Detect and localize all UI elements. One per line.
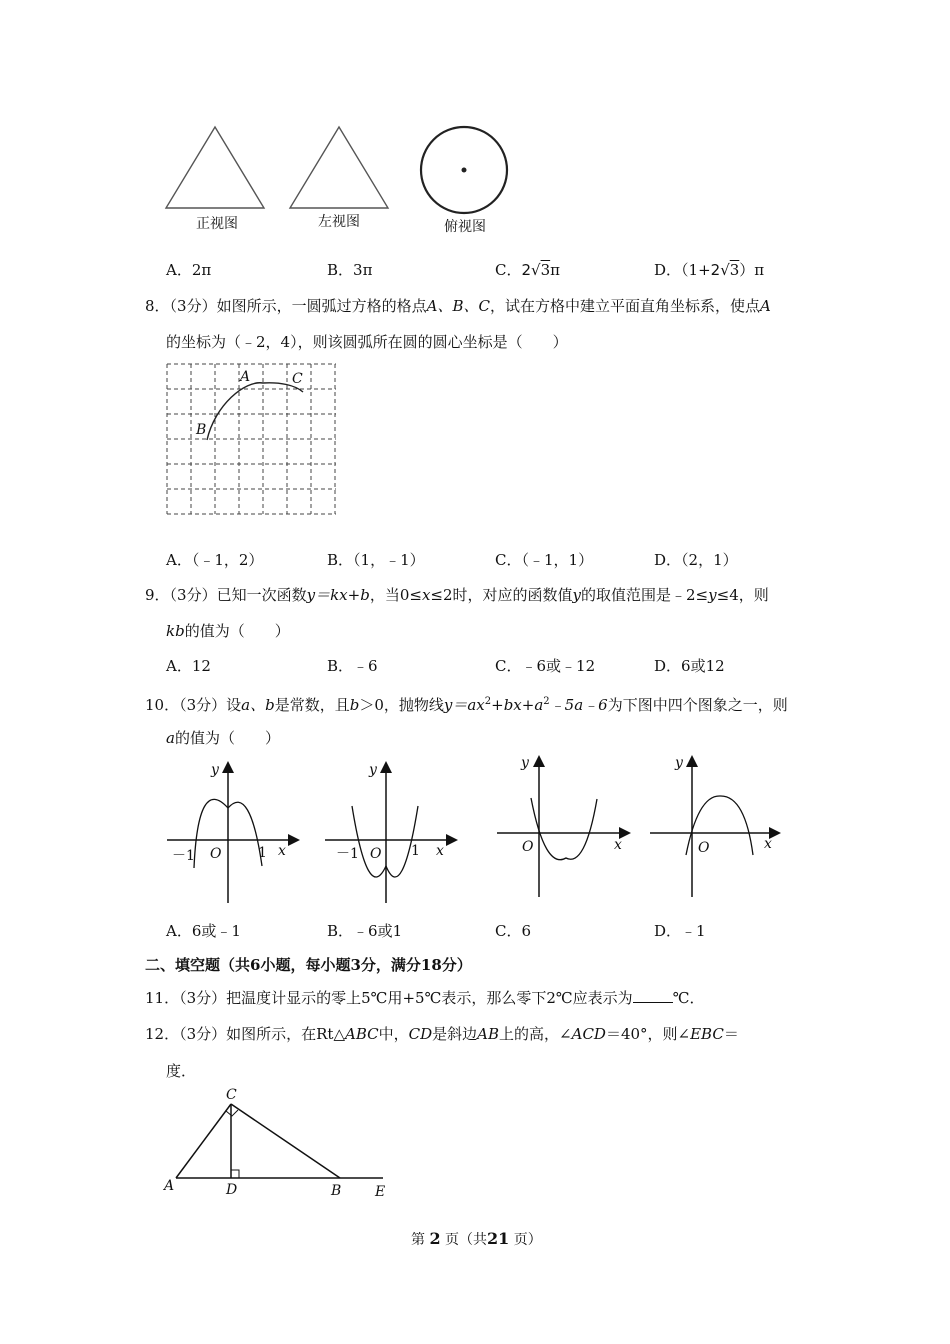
radicand: 3: [540, 261, 551, 279]
q10-stem-line1: 10．（3分）设a、b是常数，且b＞0，抛物线$y=ax^2+bx+a^2﹣5a﹣6$为下图中四个图象之一，则: [145, 696, 788, 714]
graph-d-y-label: y: [675, 755, 683, 771]
graph-b-x-label: x: [436, 843, 444, 859]
q7-option-b: B．3π: [327, 261, 373, 279]
graph-a-x-label: x: [278, 843, 286, 859]
section2-title: 二、填空题（共6小题，每小题3分，满分18分）: [145, 956, 472, 974]
q7-option-d: D．（1+2√3）π: [654, 261, 765, 279]
q8-option-a: A．（﹣1，2）: [166, 551, 264, 569]
q10-stem-line2: a的值为（ ）: [166, 729, 280, 747]
graph-c-y-label: y: [521, 755, 529, 771]
q9-stem-line2: kb的值为（ ）: [166, 622, 290, 640]
q8-option-d: D．（2，1）: [654, 551, 738, 569]
graph-a-origin: O: [210, 846, 222, 862]
side-view-label: 左视图: [318, 214, 360, 230]
q9-option-d: D．6或12: [654, 657, 725, 675]
q12-stem-line1: 12．（3分）如图所示，在Rt△ABC中，CD是斜边AB上的高，∠ACD＝40°，则∠EBC＝: [145, 1025, 739, 1043]
graph-a-one: 1: [258, 845, 267, 861]
q12-point-b: B: [331, 1183, 342, 1199]
q8-option-c: C．（﹣1，1）: [495, 551, 594, 569]
graph-b-neg1: －1: [336, 846, 359, 862]
q12-point-c: C: [226, 1087, 237, 1103]
graph-b-origin: O: [370, 846, 382, 862]
graph-b-y-label: y: [369, 762, 377, 778]
q12-point-d: D: [226, 1182, 238, 1198]
q8-stem-line1: 8．（3分）如图所示，一圆弧过方格的格点A、B、C，试在方格中建立平面直角坐标系，使点A: [145, 297, 771, 315]
q9-option-a: A．12: [166, 657, 211, 675]
graph-d-x-label: x: [764, 836, 772, 852]
graph-c-x-label: x: [614, 837, 622, 853]
graph-a-y-label: y: [211, 762, 219, 778]
page-footer: 第 2 页（共21 页）: [411, 1229, 542, 1248]
q7-option-a: A．2π: [166, 261, 212, 279]
q8-point-c: C: [292, 371, 303, 387]
q12-point-e: E: [375, 1184, 386, 1200]
top-view-label: 俯视图: [444, 219, 486, 235]
sqrt-sign: √: [531, 261, 541, 279]
q9-stem-line1: 9．（3分）已知一次函数y＝kx+b，当0≤x≤2时，对应的函数值y的取值范围是﹣2≤y≤4，则: [145, 586, 769, 604]
radical-coef: 2: [521, 261, 532, 279]
graph-b-one: 1: [411, 843, 420, 859]
q10-option-a: A．6或﹣1: [166, 922, 241, 940]
graph-a-neg1: －1: [172, 848, 195, 864]
q10-option-c: C．6: [495, 922, 532, 940]
q8-point-b: B: [196, 422, 207, 438]
q10-option-b: B．﹣6或1: [327, 922, 403, 940]
q10-option-d: D．﹣1: [654, 922, 706, 940]
graph-d-origin: O: [698, 840, 710, 856]
q7-option-c: C．2√3π: [495, 261, 560, 279]
front-view-label: 正视图: [196, 216, 238, 232]
q8-option-b: B．（1，﹣1）: [327, 551, 425, 569]
q9-option-b: B．﹣6: [327, 657, 378, 675]
q9-option-c: C．﹣6或﹣12: [495, 657, 596, 675]
q12-stem-line2: 度．: [166, 1062, 197, 1080]
q12-point-a: A: [164, 1178, 175, 1194]
q11-stem: 11．（3分）把温度计显示的零上5℃用+5℃表示，那么零下2℃应表示为 ℃．: [145, 989, 705, 1007]
q8-point-a: A: [240, 369, 251, 385]
q8-stem-line2: 的坐标为（﹣2，4），则该圆弧所在圆的圆心坐标是（ ）: [166, 333, 568, 351]
graph-c-origin: O: [522, 839, 534, 855]
